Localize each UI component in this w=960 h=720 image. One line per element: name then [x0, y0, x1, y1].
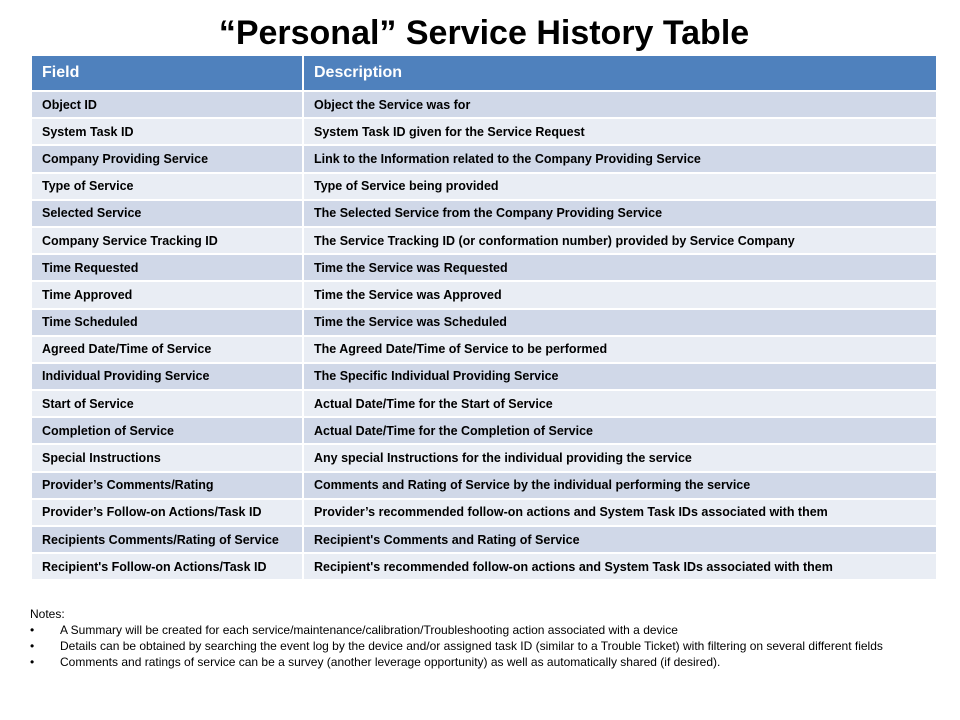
note-item	[30, 622, 930, 638]
column-header-description: Description	[303, 56, 936, 91]
description-cell: Time the Service was Approved	[303, 281, 936, 308]
table-row	[32, 417, 936, 444]
field-cell: Provider’s Comments/Rating	[32, 472, 303, 499]
field-cell: Agreed Date/Time of Service	[32, 336, 303, 363]
table-row	[32, 281, 936, 308]
notes-section	[30, 606, 930, 670]
table-row	[32, 444, 936, 471]
note-item	[30, 638, 930, 654]
field-cell: Provider’s Follow-on Actions/Task ID	[32, 499, 303, 526]
field-cell: Company Service Tracking ID	[32, 227, 303, 254]
table-header-row	[32, 56, 936, 91]
table-row	[32, 227, 936, 254]
description-cell: Time the Service was Scheduled	[303, 309, 936, 336]
note-item	[30, 654, 930, 670]
field-cell: System Task ID	[32, 118, 303, 145]
description-cell: Comments and Rating of Service by the individual performing the service	[303, 472, 936, 499]
description-cell: Recipient's Comments and Rating of Service	[303, 526, 936, 553]
column-header-field: Field	[32, 56, 303, 91]
description-cell: The Selected Service from the Company Providing Service	[303, 200, 936, 227]
page-title: “Personal” Service History Table	[218, 14, 750, 52]
description-cell: Recipient's recommended follow-on actions and System Task IDs associated with them	[303, 553, 936, 580]
bullet-icon: •	[30, 639, 35, 653]
field-cell: Time Requested	[32, 254, 303, 281]
description-cell: Actual Date/Time for the Start of Service	[303, 390, 936, 417]
description-cell: Provider’s recommended follow-on actions and System Task IDs associated with them	[303, 499, 936, 526]
table-row	[32, 363, 936, 390]
table-row	[32, 145, 936, 172]
table-row	[32, 526, 936, 553]
note-text: Comments and ratings of service can be a survey (another leverage opportunity) as well as automatically shared (if desired).	[60, 655, 721, 669]
table-row	[32, 309, 936, 336]
field-cell: Recipient's Follow-on Actions/Task ID	[32, 553, 303, 580]
description-cell: System Task ID given for the Service Request	[303, 118, 936, 145]
field-cell: Selected Service	[32, 200, 303, 227]
field-cell: Special Instructions	[32, 444, 303, 471]
table-body	[32, 91, 936, 580]
field-cell: Individual Providing Service	[32, 363, 303, 390]
description-cell: Actual Date/Time for the Completion of Service	[303, 417, 936, 444]
table-row	[32, 336, 936, 363]
field-cell: Object ID	[32, 91, 303, 118]
notes-heading: Notes:	[30, 607, 65, 621]
field-cell: Company Providing Service	[32, 145, 303, 172]
notes-list	[30, 622, 930, 670]
table-row	[32, 200, 936, 227]
table-row	[32, 91, 936, 118]
field-cell: Start of Service	[32, 390, 303, 417]
note-text: A Summary will be created for each service/maintenance/calibration/Troubleshooting action associated with a device	[60, 623, 678, 637]
bullet-icon: •	[30, 655, 35, 669]
table-row	[32, 254, 936, 281]
table-row	[32, 173, 936, 200]
description-cell: Type of Service being provided	[303, 173, 936, 200]
table-row	[32, 553, 936, 580]
note-text: Details can be obtained by searching the event log by the device and/or assigned task ID (similar to a Trouble Ticket) with filtering on several different fields	[60, 639, 883, 653]
service-history-table-container	[32, 56, 936, 581]
field-cell: Time Approved	[32, 281, 303, 308]
field-cell: Completion of Service	[32, 417, 303, 444]
description-cell: Time the Service was Requested	[303, 254, 936, 281]
description-cell: Object the Service was for	[303, 91, 936, 118]
table-row	[32, 118, 936, 145]
description-cell: Link to the Information related to the Company Providing Service	[303, 145, 936, 172]
table-row	[32, 499, 936, 526]
field-cell: Time Scheduled	[32, 309, 303, 336]
bullet-icon: •	[30, 623, 35, 637]
description-cell: The Service Tracking ID (or conformation number) provided by Service Company	[303, 227, 936, 254]
description-cell: Any special Instructions for the individual providing the service	[303, 444, 936, 471]
field-cell: Type of Service	[32, 173, 303, 200]
field-cell: Recipients Comments/Rating of Service	[32, 526, 303, 553]
table-row	[32, 390, 936, 417]
service-history-table	[32, 56, 936, 581]
description-cell: The Agreed Date/Time of Service to be performed	[303, 336, 936, 363]
table-row	[32, 472, 936, 499]
description-cell: The Specific Individual Providing Service	[303, 363, 936, 390]
